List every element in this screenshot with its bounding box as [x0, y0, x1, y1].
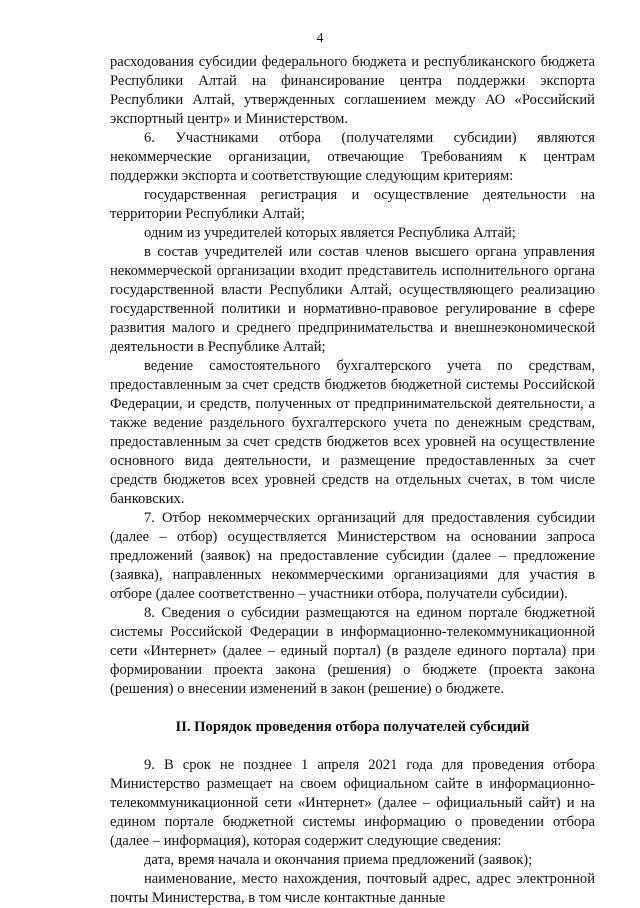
document-body — [110, 53, 595, 908]
info-item-contacts: наименование, место нахождения, почтовый адрес, адрес электронной почты Министерства, в том числе контактные данные — [110, 871, 595, 906]
criterion-governance: в состав учредителей или состав членов высшего органа управления некоммерческой организации входит представитель исполнительного органа государственной власти Республики Алтай, осуществляющего реализацию государственной политики и нормативно-правовое регулирование в сфере развития малого и среднего предпринимательства и внешнеэкономической деятельности в Республике Алтай; — [110, 244, 595, 355]
info-item-dates: дата, время начала и окончания приема предложений (заявок); — [144, 852, 533, 868]
criterion-registration: государственная регистрация и осуществление деятельности на территории Республики Алтай; — [110, 187, 595, 222]
paragraph-continuation: расходования субсидии федерального бюджета и республиканского бюджета Республики Алтай на финансирование центра поддержки экспорта Республики Алтай, утвержденных соглашением между АО «Российский экспортный центр» и Министерством. — [110, 54, 595, 127]
paragraph-item-9: 9. В срок не позднее 1 апреля 2021 года для проведения отбора Министерство размещает на своем официальном сайте в информационно-телекоммуникационной сети «Интернет» (далее – официальный сайт) и на едином портале бюджетной системы информацию о проведении отбора (далее – информация), которая содержит следующие сведения: — [110, 757, 595, 849]
paragraph-item-6: 6. Участниками отбора (получателями субсидии) являются некоммерческие организации, отвечающие Требованиям к центрам поддержки экспорта и соответствующие следующим критериям: — [110, 130, 595, 184]
criterion-accounting: ведение самостоятельного бухгалтерского учета по средствам, предоставленным за счет средств бюджетов бюджетной системы Российской Федерации, и средств, полученных от предпринимательской деятельности, а также ведение раздельного бухгалтерского учета по денежным средствам, предоставленным за счет средств бюджетов всех уровней на осуществление основного вида деятельности, и размещение предоставленных за счет средств бюджетов всех уровней средств на отдельных счетах, в том числе банковских. — [110, 358, 595, 507]
paragraph-item-7: 7. Отбор некоммерческих организаций для предоставления субсидии (далее – отбор) осуществляется Министерством на основании запроса предложений (заявок) на предоставление субсидии (далее – предложение (заявка), направленных некоммерческими организациями для участия в отборе (далее соответственно – участники отбора, получатели субсидии). — [110, 510, 595, 602]
section-heading: II. Порядок проведения отбора получателей субсидий — [175, 719, 530, 735]
criterion-founder: одним из учредителей которых является Республика Алтай; — [144, 225, 516, 241]
page-number: 4 — [316, 31, 324, 46]
paragraph-item-8: 8. Сведения о субсидии размещаются на едином портале бюджетной системы Российской Федерации в информационно-телекоммуникационной сети «Интернет» (далее – единый портал) (в разделе единого портала) при формировании проекта закона (решения) о бюджете (проекта закона (решения) о внесении изменений в закон (решение) о бюджете. — [110, 605, 595, 697]
